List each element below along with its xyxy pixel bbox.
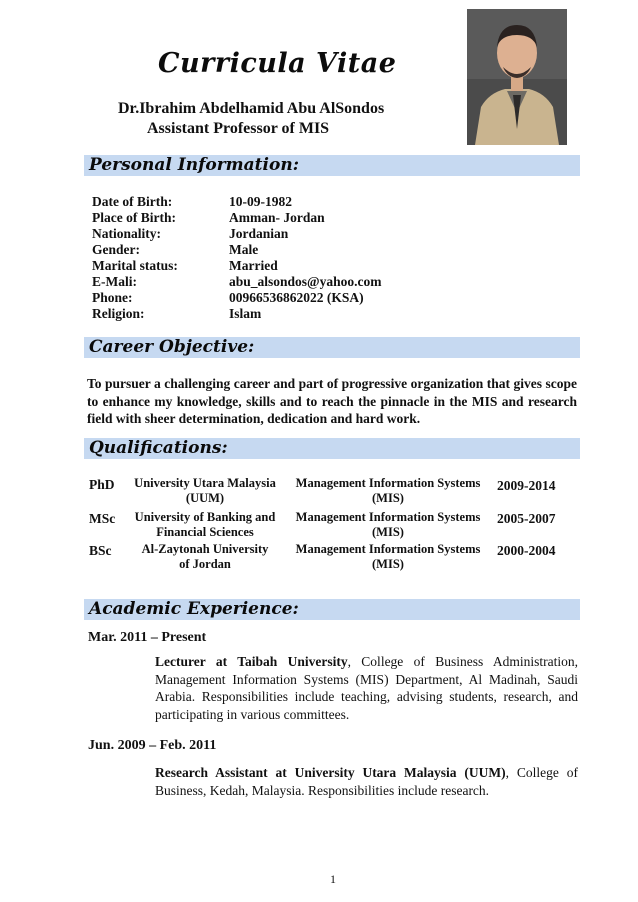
value-gender: Male <box>229 242 259 257</box>
section-personal-information <box>84 155 580 176</box>
qualification-major <box>290 476 486 506</box>
qualification-university <box>124 542 286 572</box>
profile-photo <box>467 9 567 145</box>
value-email: abu_alsondos@yahoo.com <box>229 274 382 289</box>
section-heading: Academic Experience: <box>89 599 299 619</box>
experience-text: , College of Business, Kedah, Malaysia. Responsibilities include research. <box>155 765 578 798</box>
candidate-role: Assistant Professor of MIS <box>147 120 330 137</box>
major-line-1: Management Information Systems <box>295 542 481 556</box>
major-line-1: Management Information Systems <box>295 476 481 490</box>
qualification-degree: MSc <box>89 511 116 526</box>
career-objective-text: To pursuer a challenging career and part of progressive organization that gives scope to enhance my knowledge, skills and to reach the pinnacle in the MIS and research field with sheer determination, dedication and hard work. <box>87 376 577 426</box>
qualification-degree: PhD <box>89 477 115 492</box>
university-line-1: University of Banking and <box>134 510 276 524</box>
label-religion: Religion: <box>92 306 145 321</box>
qualification-years: 2000-2004 <box>497 543 556 558</box>
experience-description <box>155 764 578 799</box>
section-heading: Career Objective: <box>89 337 255 357</box>
cv-title: Curricula Vitae <box>158 48 397 79</box>
section-qualifications <box>84 438 580 459</box>
experience-date: Jun. 2009 – Feb. 2011 <box>88 738 217 753</box>
university-line-1: University Utara Malaysia <box>134 476 276 490</box>
value-religion: Islam <box>229 306 262 321</box>
label-date-of-birth: Date of Birth: <box>92 194 173 209</box>
experience-title: Research Assistant at University Utara Malaysia (UUM) <box>155 765 506 780</box>
university-line-2: of Jordan <box>179 557 231 571</box>
qualification-degree: BSc <box>89 543 112 558</box>
page-number: 1 <box>330 872 336 886</box>
section-academic-experience <box>84 599 580 620</box>
label-place-of-birth: Place of Birth: <box>92 210 176 225</box>
candidate-name: Dr.Ibrahim Abdelhamid Abu AlSondos <box>118 100 385 117</box>
experience-date: Mar. 2011 – Present <box>88 630 207 645</box>
label-gender: Gender: <box>92 242 140 257</box>
university-line-2: (UUM) <box>185 491 225 505</box>
qualification-university <box>124 476 286 506</box>
label-email: E-Mali: <box>92 274 137 289</box>
major-line-2: (MIS) <box>372 525 404 539</box>
section-heading: Qualifications: <box>89 438 228 458</box>
experience-title: Lecturer at Taibah University <box>155 654 348 669</box>
qualification-university <box>124 510 286 540</box>
experience-description <box>155 653 578 723</box>
value-date-of-birth: 10-09-1982 <box>229 194 292 209</box>
label-marital-status: Marital status: <box>92 258 178 273</box>
section-heading: Personal Information: <box>89 155 299 175</box>
label-phone: Phone: <box>92 290 133 305</box>
university-line-1: Al-Zaytonah University <box>141 542 269 556</box>
qualification-major <box>290 510 486 540</box>
portrait-illustration <box>467 9 567 145</box>
value-marital-status: Married <box>229 258 278 273</box>
value-nationality: Jordanian <box>229 226 289 241</box>
label-nationality: Nationality: <box>92 226 161 241</box>
qualification-major <box>290 542 486 572</box>
major-line-2: (MIS) <box>372 491 404 505</box>
value-place-of-birth: Amman- Jordan <box>229 210 325 225</box>
experience-text: , College of Business Administration, Management Information Systems (MIS) Department, Al Madinah, Saudi Arabia. Responsibilities include teaching, advising students, research, and participating in various committees. <box>155 654 578 722</box>
qualification-years: 2009-2014 <box>497 478 556 493</box>
major-line-2: (MIS) <box>372 557 404 571</box>
value-phone: 00966536862022 (KSA) <box>229 290 364 305</box>
qualification-years: 2005-2007 <box>497 511 556 526</box>
section-career-objective <box>84 337 580 358</box>
university-line-2: Financial Sciences <box>156 525 254 539</box>
major-line-1: Management Information Systems <box>295 510 481 524</box>
